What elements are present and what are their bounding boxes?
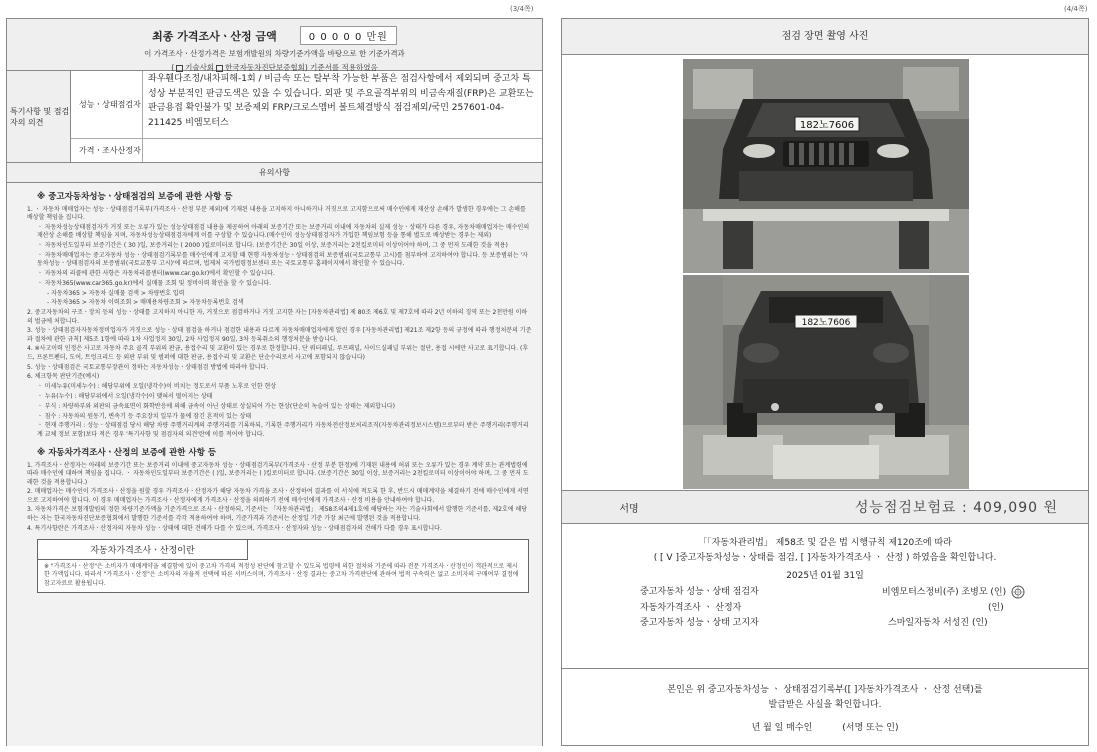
list-item: 1. 가격조사ㆍ산정자는 아래의 보증기간 또는 보증거리 이내에 중고자동차 성능ㆍ상태점검기록부(가격조사ㆍ산정 부분 한정)에 기재된 내용에 허위 또는 오류가 있는 경우 계약 또는 관계법령에 따라 매수인에 대하여 책임을 집니다. ㆍ 자동차인도일부터 보증기간은 ( )일, 보증거리는 ( )킬로미터로 합니다. (보증기간은 30일 이상, 보증거리는 2천킬로미터 이상이어야 하며, 그 중 먼저 도래한 것을 적용합니다.) (27, 461, 529, 486)
price-appraiser-opinion (143, 139, 542, 162)
inspector-row (562, 585, 1088, 601)
signature-fee-row (562, 491, 1088, 524)
final-price-note-2: ( 기술사회 한국자동차진단보증협회) 기준서를 적용하였음 (171, 63, 378, 72)
notice-section-1-list (17, 206, 532, 439)
list-item: 3. 성능ㆍ상태점검자자동차정비업자가 거짓으로 성능ㆍ상태 점검을 하거나 점검한 내용과 다르게 자동차매매업자에게 알린 경우 [자동차관리법] 제21조 제2항 등의 규정에 따라 행정처분의 기준과 절차에 관한 규칙] 제5조 1항에 따라 1차 사업정지 30일, 2차 사업정지 90일, 3차 등록취소의 행정처분을 받습니다. (27, 327, 532, 343)
list-item: 4. ※사고이력 인정은 사고로 자동차 주요 골격 부위의 판금, 용접수리 및 교환이 있는 경우로 한정합니다. 단 쿼터패널, 루프패널, 사이드실패널 부위는 절단, 용접 시에만 사고로 표기합니다. (후드, 프론트펜더, 도어, 트렁크리드 등 외판 부위 및 범퍼에 대한 판금, 용접수리 및 교환은 단순수리로서 사고에 포함되지 않습니다) (27, 345, 529, 361)
list-item: 1. ㆍ 자동차 매매업자는 성능ㆍ상태점검기록부(가격조사ㆍ산정 부분 제외)에 기재된 내용을 고지하지 아니하거나 거짓으로 고지함으로써 매수인에게 재산상 손해가 발생한 경우에는 그 손해를 배상할 책임을 집니다. (27, 206, 526, 222)
car-rear-illustration (683, 275, 969, 489)
list-item: ㆍ 현재 주행거리 : 성능ㆍ상태점검 당시 해당 차량 주행거리계의 주행거리를 기록하되, 기록한 주행거리가 자동차전산정보처리조직(자동차관리정보시스템)으로부터 받은 주행거리(주행거리계 교체 정보 포함)보다 적은 경우 '특기사항 및 점검자의 의견'란에 이를 적어야 합니다. (37, 422, 529, 438)
perf-inspector-opinion: 좌우휀다조정/내차피해-1회 / 비금속 또는 탈부착 가능한 부품은 점검사항에서 제외되며 중고차 특성상 부분적인 판금도색은 있을 수 있습니다. 외판 및 주요골격부위의 비금속재질(FRP)은 교환또는 판금용접 확인불가 및 보증제외 FRP/크로스멤버 볼트체결방식 점검제외/국민 257601-04-211425 비엠모터스 (148, 74, 534, 128)
receipt-line-1: 본인은 위 중고자동차성능 ㆍ 상태점검기록부([ ]자동차가격조사 ㆍ 산정 선택)를 (667, 685, 983, 695)
notice-section-2-title: ※ 자동차가격조사ㆍ산정의 보증에 관한 사항 등 (37, 447, 217, 458)
confirmation-section (562, 524, 1088, 669)
notice-heading: 유의사항 (7, 163, 542, 183)
list-item: 5. 성능ㆍ상태점검은 국토교통부장관이 정하는 자동차성능ㆍ상태점검 방법에 따라야 합니다. (27, 363, 269, 371)
notifier-value: 스마일자동차 서성진 (인) (888, 617, 988, 628)
inspector-value: 비엠모터스정비(주) 조병모 (인) (882, 585, 1088, 601)
photo-heading: 점검 장면 촬영 사진 (562, 19, 1088, 55)
receipt-line-2: 발급받은 사실을 확인합니다. (768, 700, 882, 710)
inspector-label: 중고자동차 성능ㆍ상태 점검자 (640, 587, 759, 597)
receipt-signature-placeholder: (서명 또는 인) (842, 723, 899, 733)
photos-section (562, 55, 1088, 491)
confirmation-line-2: ( [ V ]중고자동차성능ㆍ상태를 점검, [ ]자동차가격조사 ㆍ 산정 ) 하였음을 확인합니다. (653, 553, 997, 563)
final-price-amount: 0 0 0 0 0 만원 (300, 26, 397, 45)
list-item: ㆍ 누유(누수) : 해당부위에서 오일(냉각수)이 맺혀서 떨어지는 상태 (37, 392, 213, 400)
opinion-section (7, 71, 542, 163)
appraiser-value: (인) (988, 602, 1004, 613)
list-item: ㆍ 침수 : 자동차의 원동기, 변속기 등 주요장치 일부가 물에 잠긴 흔적이 있는 상태 (37, 412, 252, 420)
appraiser-label: 자동차가격조사 ㆍ 산정자 (640, 602, 742, 613)
list-item: 6. 체크항목 판단기준(예시) (27, 373, 100, 381)
appraisal-explanation-text: ※ "가격조사ㆍ산정"은 소비자가 매매계약을 체결함에 있어 중고차 가격의 적정성 판단에 참고할 수 있도록 법령에 의한 절차와 기준에 따라 전문 가격조사ㆍ산정인이 객관적으로 제시한 가액입니다. 따라서 "가격조사ㆍ산정"은 소비자의 자율적 선택에 따른 서비스이며, 가격조사ㆍ산정 결과는 중고차 가격판단에 관하여 법적 구속력은 없고 소비자의 구매여부 결정에 참고자료로 활용됩니다. (44, 562, 519, 587)
rear-plate-text: 182노7606 (801, 318, 851, 328)
list-item: 4. 특기사항란은 가격조사ㆍ산정자의 자동차 성능ㆍ상태에 대한 견해가 다를 수 있으며, 가격조사ㆍ산정자와 성능ㆍ상태점검자의 견해가 다를 경우 표시합니다. (27, 524, 442, 532)
left-page-number: (3/4쪽) (510, 5, 534, 13)
perf-inspector-label: 성능ㆍ상태점검자 (71, 71, 143, 138)
list-item: ㆍ 부식 : 차량하부와 외판의 금속표면이 화학반응에 의해 금속이 아닌 상태로 상실되어 가는 현상(단순히 녹슬어 있는 상태는 제외합니다) (37, 402, 395, 410)
receipt-date-buyer: 년 월 일 매수인 (751, 723, 813, 733)
notice-body (7, 183, 542, 746)
list-item: ㆍ 자동차365(www.car365.go.kr)에서 실매물 조회 및 정비이력 확인을 할 수 있습니다. (37, 279, 272, 287)
confirmation-line-1: 「「자동차관리법」 제58조 및 같은 법 시행규칙 제120조에 따라 (698, 538, 952, 548)
list-item: ㆍ 자동차의 리콜에 관한 사항은 자동차리콜센터(www.car.go.kr)에서 확인할 수 있습니다. (37, 270, 275, 278)
list-item: ㆍ 자동차매매업자는 중고자동차 성능ㆍ상태점검기록부를 매수인에게 고지할 때 현행 자동차성능ㆍ상태점검의 보증범위(국토교통부 고시)를 첨부하여 고지하여야 합니다. 등 보증범위는 '자동차성능ㆍ상태점검자의 보증범위(국토교통부 고시)'에 따르며, 법제처 국가법령정보센터 또는 국토교통부 홈페이지에서 확인할 수 있습니다. (37, 251, 528, 268)
inspection-photo-front (683, 59, 969, 273)
car-front-illustration (683, 59, 969, 273)
appraiser-row (562, 601, 1088, 616)
appraisal-explanation-box (37, 539, 529, 594)
seal-stamp-icon (1011, 585, 1025, 599)
list-item: - 자동차365 > 자동차 실매물 검색 > 차량번호 입력 (47, 289, 185, 297)
list-item: 2. 매매업자는 매수인이 가격조사ㆍ산정을 원할 경우 가격조사ㆍ산정자가 해당 자동차 가격을 조사ㆍ산정하여 결과를 이 서식에 적도록 한 후, 반드시 매매계약을 체결하기 전에 매수인에게 서면으로 고지하여야 합니다. 이 경우 매매업자는 가격조사ㆍ산정자에게 가격조사ㆍ산정을 의뢰하기 전에 매수인에게 가격조사ㆍ산정 비용을 안내하여야 합니다. (27, 488, 529, 504)
notice-section-1-title: ※ 중고자동차성능ㆍ상태점검의 보증에 관한 사항 등 (37, 192, 233, 202)
notifier-label: 중고자동차 성능ㆍ상태 고지자 (640, 617, 759, 628)
right-page-number: (4/4쪽) (1064, 5, 1088, 13)
front-plate-text: 182노7606 (799, 120, 855, 131)
appraisal-explanation-title: 자동차가격조사ㆍ산정이란 (38, 540, 248, 560)
list-item: ㆍ 자동차성능상태점검자가 거짓 또는 오류가 있는 성능상태점검 내용을 제공하여 아래의 보증기간 또는 보증거리 이내에 자동차의 실제 성능ㆍ상태가 다른 경우, 자동차매매업자는 매수인의 재산상 손해를 배상할 책임을 지며, 자동차성능상태점검자에게 이를 구상할 수 있습니다.(매수인이 성능상태점검자가 가입한 책임보험 등을 통해 별도로 배상받는 경우는 제외) (37, 224, 530, 240)
final-price-title: 최종 가격조사ㆍ산정 금액 (152, 29, 277, 43)
opinion-heading: 특기사항 및 점검자의 의견 (7, 71, 71, 162)
list-item: ㆍ 자동차인도일부터 보증기간은 ( 30 )일, 보증거리는 ( 2000 )킬로미터로 합니다. (보증기간은 30일 이상, 보증거리는 2천킬로미터 이상이어야 하며, 그 중 먼저 도래한 것을 적용) (37, 242, 508, 250)
inspection-photo-rear (683, 275, 969, 489)
confirmation-date: 2025년 01월 31일 (786, 571, 864, 581)
list-item: 2. 중고자동차의 구조ㆍ장치 등의 성능ㆍ상태를 고지하지 아니한 자, 거짓으로 점검하거나 거짓 고지한 자는 [자동차관리법] 제 80조 제6호 및 제7호에 따라 2년 이하의 징역 또는 2천만원 이하의 벌금에 처합니다. (27, 309, 528, 325)
final-price-section (7, 19, 542, 71)
left-page (6, 18, 543, 746)
right-page (561, 18, 1089, 746)
list-item: - 자동차365 > 자동차 이력조회 > 매매용차량조회 > 자동차등록번호 검색 (47, 299, 244, 307)
signature-label: 서명 (619, 503, 639, 515)
inspection-insurance-fee: 성능점검보험료 : 409,090 원 (854, 500, 1058, 516)
notice-section-2-list (17, 462, 532, 533)
receipt-section (562, 669, 1088, 736)
list-item: 3. 자동차가격은 보험개발원의 정한 차량기준가액을 기준가격으로 조사ㆍ산정하되, 기준서는 「자동차관리법」 제58조의4제1호에 해당하는 자는 기술사회에서 발행한 기준서를, 제2호에 해당하는 자는 한국자동차진단보증협회에서 발행한 기준서를 각각 적용하여야 하며, 기준가격과 기준서는 산정일 기준 가장 최근에 발행된 것을 적용합니다. (27, 506, 528, 522)
final-price-note-1: 이 가격조사ㆍ산정가격은 보험개발원의 차량기준가액을 바탕으로 한 기준가격과 (144, 49, 405, 58)
list-item: ㆍ 미세누유(미세누수) : 해당부위에 오일(냉각수)이 비치는 정도로서 부품 노후로 인한 현상 (37, 383, 277, 391)
price-appraiser-label: 가격ㆍ조사산정자 (71, 139, 143, 162)
notifier-row (562, 616, 1088, 631)
